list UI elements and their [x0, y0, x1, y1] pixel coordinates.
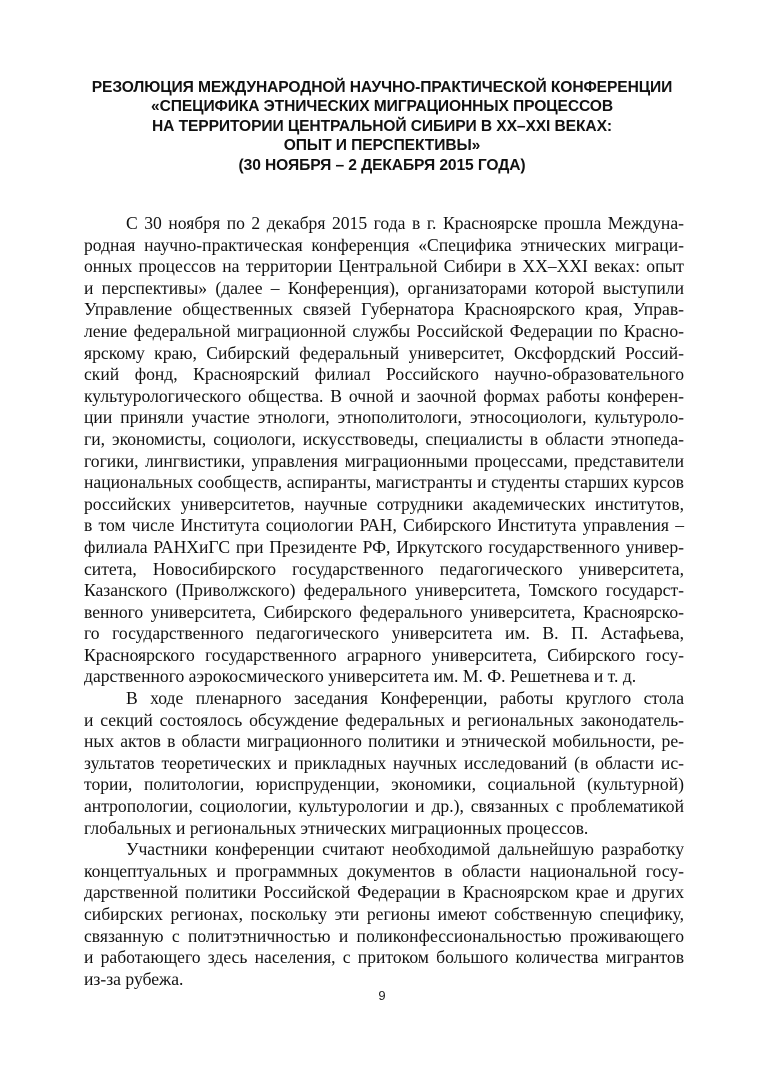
text-line: и секций состоялось обсуждение федеральных и региональных законодатель- — [84, 709, 684, 730]
paragraph-1 — [84, 213, 684, 688]
text-line: российских университетов, научные сотрудники академических институтов, — [84, 493, 684, 514]
body-text — [84, 213, 684, 990]
text-line: культурологического общества. В очной и заочной формах работы конферен- — [84, 385, 684, 406]
text-line: национальных сообществ, аспиранты, магистранты и студенты старших курсов — [84, 472, 684, 493]
text-line: го государственного педагогического университета им. В. П. Астафьева, — [84, 623, 684, 644]
text-line: ситета, Новосибирского государственного педагогического университета, — [84, 558, 684, 579]
text-line: Красноярского государственного аграрного университета, Сибирского госу- — [84, 644, 684, 665]
page-number: 9 — [378, 988, 386, 1003]
text-line: гогики, лингвистики, управления миграционными процессами, представители — [84, 450, 684, 471]
resolution-heading — [60, 78, 704, 175]
text-line: ский фонд, Красноярский филиал Российского научно-образовательного — [84, 364, 684, 385]
text-line: и перспективы» (далее – Конференция), организаторами которой выступили — [84, 277, 684, 298]
paragraph-2 — [84, 688, 684, 839]
text-line: родная научно-практическая конференция «Специфика этнических миграци- — [84, 234, 684, 255]
text-line: ных актов в области миграционного политики и этнической мобильности, ре- — [84, 731, 684, 752]
text-line: Казанского (Приволжского) федерального университета, Томского государст- — [84, 580, 684, 601]
heading-line-3: НА ТЕРРИТОРИИ ЦЕНТРАЛЬНОЙ СИБИРИ В XX–XXI ВЕКАХ: — [152, 117, 612, 135]
text-line: ярскому краю, Сибирский федеральный университет, Оксфордский Россий- — [84, 342, 684, 363]
text-line: Управление общественных связей Губернатора Красноярского края, Управ- — [84, 299, 684, 320]
text-line: антропологии, социологии, культурологии и др.), связанных с проблематикой — [84, 796, 684, 817]
text-line: онных процессов на территории Центральной Сибири в XX–XXI веках: опыт — [84, 256, 684, 277]
text-line: ление федеральной миграционной службы Российской Федерации по Красно- — [84, 320, 684, 341]
text-line: тории, политологии, юриспруденции, экономики, социальной (культурной) — [84, 774, 684, 795]
text-line: и работающего здесь населения, с притоком большого количества мигрантов — [84, 947, 684, 968]
text-line: из-за рубежа. — [84, 968, 184, 989]
text-line: венного университета, Сибирского федерального университета, Красноярско- — [84, 601, 684, 622]
text-line: дарственного аэрокосмического университета им. М. Ф. Решетнева и т. д. — [84, 666, 637, 687]
text-line: связанную с политэтничностью и поликонфессиональностью проживающего — [84, 925, 684, 946]
text-line: ги, экономисты, социологи, искусствоведы, специалисты в области этнопеда- — [84, 428, 684, 449]
text-line: глобальных и региональных этнических миграционных процессов. — [84, 817, 589, 838]
text-line: филиала РАНХиГС при Президенте РФ, Иркутского государственного универ- — [84, 536, 684, 557]
text-line: В ходе пленарного заседания Конференции, работы круглого стола — [126, 688, 684, 709]
text-line: дарственной политики Российской Федерации в Красноярском крае и других — [84, 882, 684, 903]
heading-line-4: ОПЫТ И ПЕРСПЕКТИВЫ» — [283, 137, 481, 155]
heading-line-2: «СПЕЦИФИКА ЭТНИЧЕСКИХ МИГРАЦИОННЫХ ПРОЦЕССОВ — [151, 98, 613, 116]
heading-line-5: (30 НОЯБРЯ – 2 ДЕКАБРЯ 2015 ГОДА) — [238, 156, 526, 174]
text-line: сибирских регионах, поскольку эти регионы имеют собственную специфику, — [84, 904, 684, 924]
paragraph-3 — [84, 839, 684, 990]
text-line: Участники конференции считают необходимой дальнейшую разработку — [126, 839, 684, 860]
heading-line-1: РЕЗОЛЮЦИЯ МЕЖДУНАРОДНОЙ НАУЧНО-ПРАКТИЧЕСКОЙ КОНФЕРЕНЦИИ — [91, 79, 673, 96]
text-line: в том числе Института социологии РАН, Сибирского Института управления – — [84, 515, 684, 536]
text-line: С 30 ноября по 2 декабря 2015 года в г. Красноярске прошла Междуна- — [126, 213, 684, 233]
text-line: концептуальных и программных документов в области национальной госу- — [84, 860, 684, 881]
text-line: зультатов теоретических и прикладных научных исследований (в области ис- — [84, 752, 684, 773]
text-line: ции приняли участие этнологи, этнополитологи, этносоциологи, культуроло- — [84, 407, 684, 428]
